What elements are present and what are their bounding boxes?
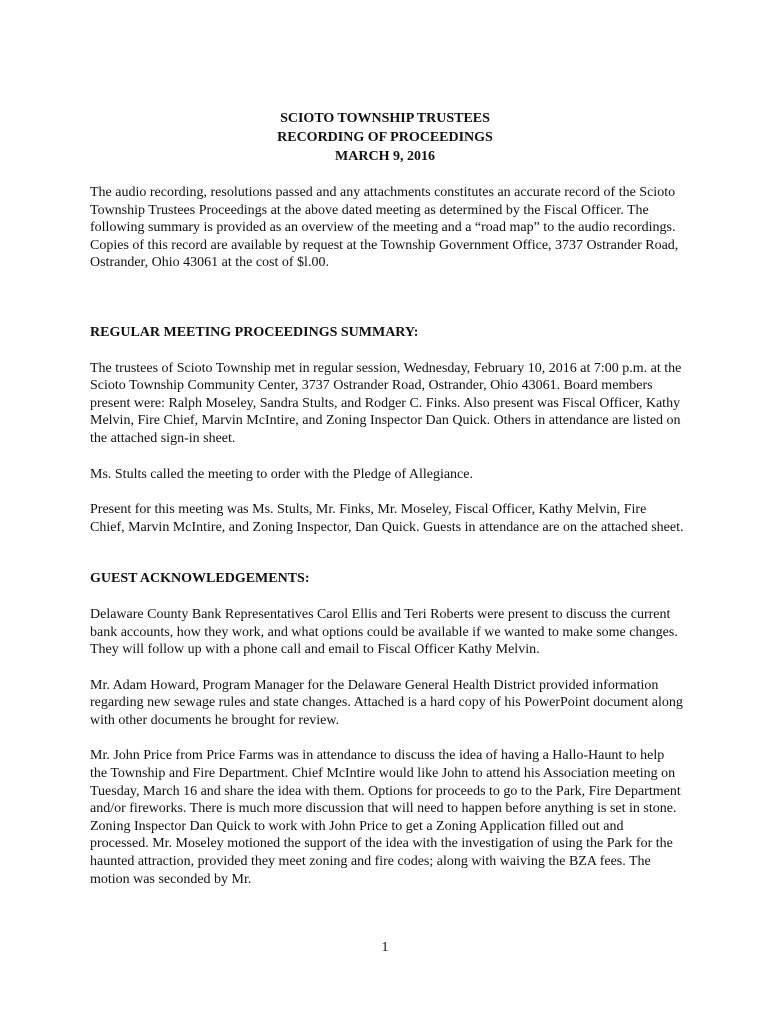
header-title: SCIOTO TOWNSHIP TRUSTEES (280, 111, 490, 126)
section-heading-regular-meeting: REGULAR MEETING PROCEEDINGS SUMMARY: (90, 324, 419, 340)
paragraph: The trustees of Scioto Township met in regular session, Wednesday, February 10, 2016 at 7:00 p.m. at the Scioto Township Community Center, 3737 Ostrander Road, Ostrander, Ohio 43061. Board members present were: Ralph Moseley, Sandra Stults, and Rodger C. Finks. Also present was Fiscal Officer, Kathy Melvin, Fire Chief, Marvin McIntire, and Zoning Inspector Dan Quick. Others in attendance are listed on the attached sign-in sheet. (90, 360, 682, 446)
page-number: 1 (381, 940, 389, 955)
paragraph: Delaware County Bank Representatives Carol Ellis and Teri Roberts were present to discuss the current bank accounts, how they work, and what options could be available if we wanted to make some changes. They will follow up with a phone call and email to Fiscal Officer Kathy Melvin. (90, 606, 678, 658)
paragraph: Ms. Stults called the meeting to order with the Pledge of Allegiance. (90, 466, 473, 482)
intro-paragraph: The audio recording, resolutions passed and any attachments constitutes an accurate record of the Scioto Township Trustees Proceedings at the above dated meeting as determined by the Fiscal Officer. The following summary is provided as an overview of the meeting and a “road map” to the audio recordings. Copies of this record are available by request at the Township Government Office, 3737 Ostrander Road, Ostrander, Ohio 43061 at the cost of $l.00. (90, 185, 679, 271)
paragraph: Present for this meeting was Ms. Stults, Mr. Finks, Mr. Moseley, Fiscal Officer, Kathy Melvin, Fire Chief, Marvin McIntire, and Zoning Inspector, Dan Quick. Guests in attendance are on the attached sheet. (90, 502, 684, 535)
paragraph: Mr. Adam Howard, Program Manager for the Delaware General Health District provided information regarding new sewage rules and state changes. Attached is a hard copy of his PowerPoint document along with other documents he brought for review. (90, 677, 683, 728)
document-header (0, 109, 770, 166)
header-subtitle: RECORDING OF PROCEEDINGS (277, 130, 493, 145)
section-heading-guest-acknowledgements: GUEST ACKNOWLEDGEMENTS: (90, 571, 310, 587)
paragraph: Mr. John Price from Price Farms was in attendance to discuss the idea of having a Hallo-Haunt to help the Township and Fire Department. Chief McIntire would like John to attend his Association meeting on Tuesday, March 16 and share the idea with them. Options for proceeds to go to the Park, Fire Department and/or fireworks. There is much more discussion that will need to happen before anything is set in stone. Zoning Inspector Dan Quick to work with John Price to get a Zoning Application filled out and processed. Mr. Moseley motioned the support of the idea with the investigation of using the Park for the haunted attraction, provided they meet zoning and fire codes; along with waiving the BZA fees. The motion was seconded by Mr. (90, 748, 681, 887)
header-date: MARCH 9, 2016 (335, 149, 435, 164)
document-body (90, 184, 684, 906)
